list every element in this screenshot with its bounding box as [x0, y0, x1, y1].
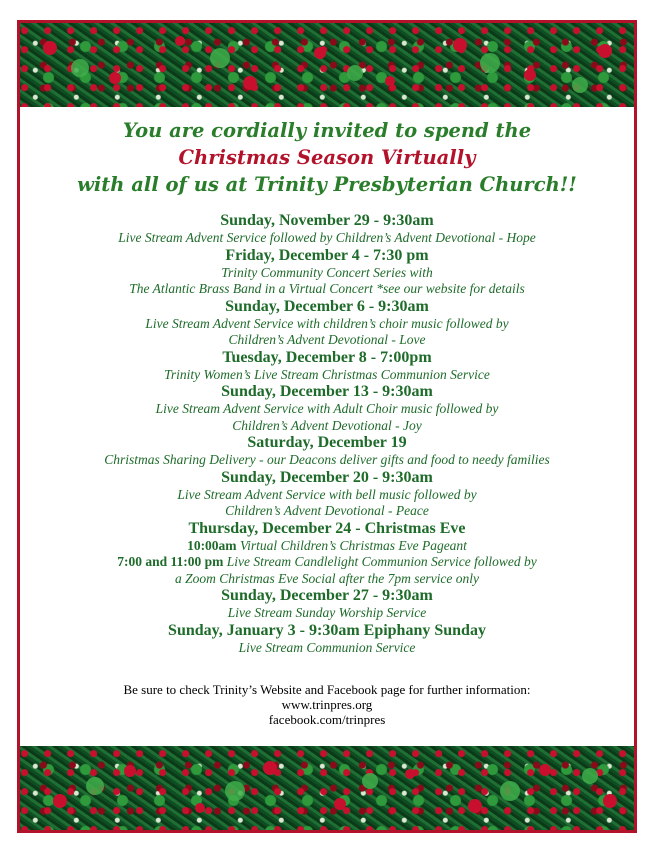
event-description	[20, 332, 634, 349]
event-text: Live Stream Advent Service with children’s choir music followed by	[145, 315, 509, 331]
holly-garland-bottom	[20, 746, 634, 830]
event-description	[20, 367, 634, 384]
event-item	[20, 349, 634, 384]
event-description	[20, 571, 634, 588]
event-date: Sunday, December 6 - 9:30am	[225, 297, 429, 315]
event-text: Trinity Community Concert Series with	[221, 264, 433, 280]
event-description	[20, 418, 634, 435]
holly-garland-top	[20, 23, 634, 107]
event-time: 10:00am	[187, 537, 237, 553]
event-text: Live Stream Advent Service with bell music followed by	[177, 486, 477, 502]
event-time: 7:00 and 11:00 pm	[117, 554, 224, 569]
event-description	[20, 316, 634, 333]
event-description	[20, 554, 634, 571]
event-item	[20, 622, 634, 657]
event-item	[20, 298, 634, 349]
invitation-line-3: with all of us at Trinity Presbyterian Church!!	[77, 173, 577, 196]
event-text: Christmas Sharing Delivery - our Deacons deliver gifts and food to needy families	[104, 452, 550, 467]
facebook-link[interactable]: facebook.com/trinpres	[268, 712, 386, 727]
invitation-heading	[20, 117, 634, 198]
event-item	[20, 434, 634, 469]
flyer-page	[17, 20, 637, 833]
event-text: Live Stream Sunday Worship Service	[227, 605, 427, 620]
event-text: Children’s Advent Devotional - Love	[228, 332, 426, 347]
website-link[interactable]: www.trinpres.org	[281, 697, 373, 712]
event-description	[20, 503, 634, 520]
event-item	[20, 247, 634, 298]
event-date: Saturday, December 19	[247, 434, 407, 451]
event-text: Trinity Women’s Live Stream Christmas Communion Service	[164, 366, 490, 382]
event-date: Sunday, December 27 - 9:30am	[221, 587, 433, 604]
event-date: Sunday, December 20 - 9:30am	[221, 468, 433, 486]
event-item	[20, 520, 634, 588]
event-item	[20, 469, 634, 520]
footer-info	[20, 682, 634, 727]
event-date: Tuesday, December 8 - 7:00pm	[222, 348, 432, 366]
event-date: Sunday, November 29 - 9:30am	[220, 212, 434, 229]
invitation-line-1: You are cordially invited to spend the	[122, 119, 532, 142]
event-description	[20, 452, 634, 469]
garland-ornaments	[20, 23, 634, 107]
event-text: Children’s Advent Devotional - Joy	[232, 417, 422, 433]
main-content	[20, 117, 634, 727]
event-text: Live Stream Advent Service followed by Children’s Advent Devotional - Hope	[118, 230, 536, 245]
event-schedule	[20, 212, 634, 656]
event-description	[20, 265, 634, 282]
event-description	[20, 230, 634, 247]
event-item	[20, 587, 634, 622]
event-description	[20, 605, 634, 622]
event-description	[20, 487, 634, 504]
event-text: Children’s Advent Devotional - Peace	[225, 503, 429, 518]
invitation-line-2: Christmas Season Virtually	[178, 146, 476, 169]
event-text: Live Stream Advent Service with Adult Choir music followed by	[155, 401, 499, 416]
event-description	[20, 538, 634, 555]
event-description	[20, 401, 634, 418]
event-text: a Zoom Christmas Eve Social after the 7pm service only	[174, 570, 480, 586]
event-date: Sunday, January 3 - 9:30am Epiphany Sunday	[168, 621, 486, 639]
event-text: Live Stream Communion Service	[238, 639, 416, 655]
event-item	[20, 383, 634, 434]
event-description	[20, 281, 634, 298]
footer-note: Be sure to check Trinity’s Website and Facebook page for further information:	[123, 682, 531, 697]
event-date: Thursday, December 24 - Christmas Eve	[188, 519, 466, 537]
event-date: Sunday, December 13 - 9:30am	[221, 383, 433, 400]
event-date: Friday, December 4 - 7:30 pm	[225, 246, 429, 264]
event-text: Live Stream Candlelight Communion Service followed by	[226, 554, 537, 569]
garland-ornaments	[20, 746, 634, 830]
event-item	[20, 212, 634, 247]
event-text: The Atlantic Brass Band in a Virtual Concert *see our website for details	[129, 281, 525, 296]
event-text: Virtual Children’s Christmas Eve Pageant	[239, 537, 467, 553]
event-description	[20, 640, 634, 657]
